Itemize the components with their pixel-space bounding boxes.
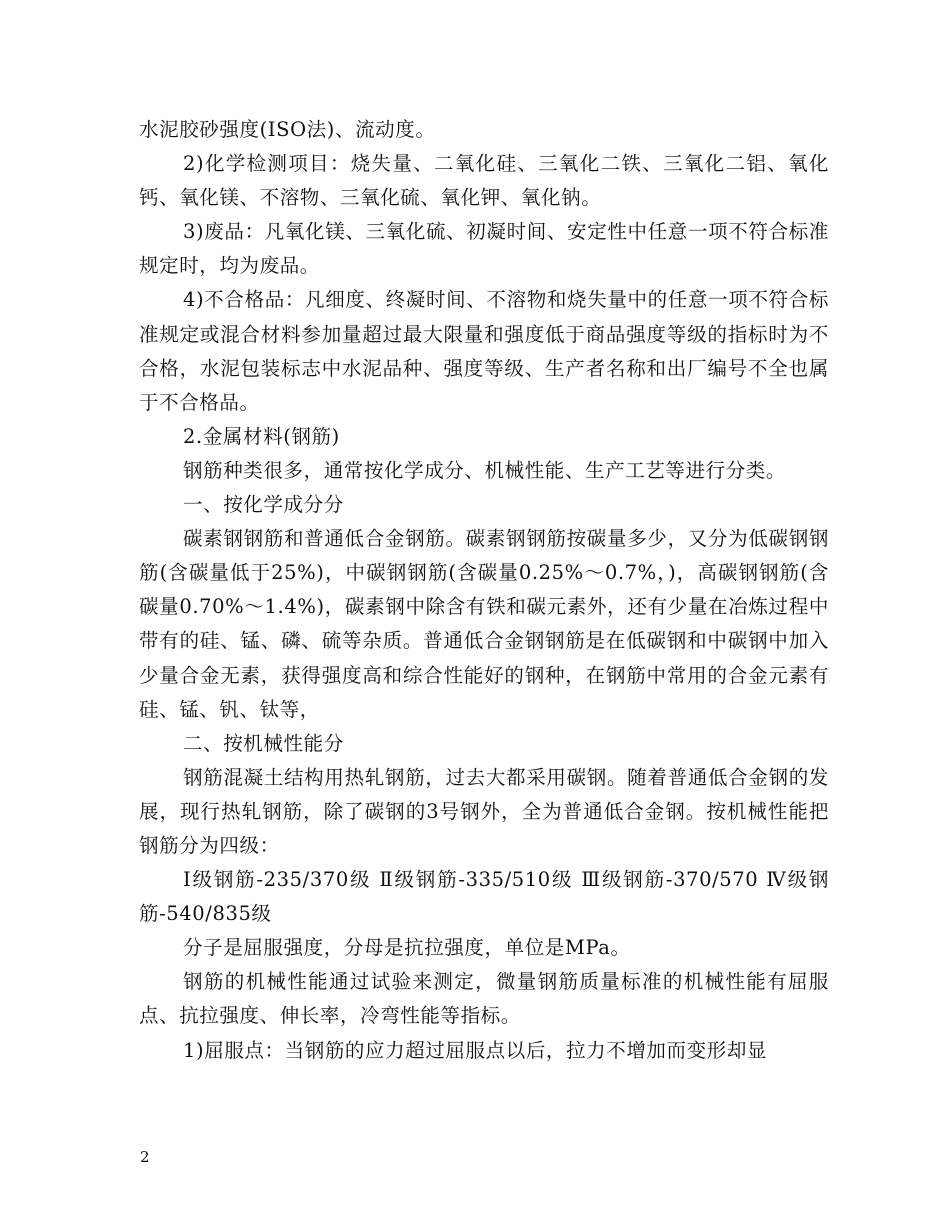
page-number: 2 — [140, 1148, 150, 1166]
paragraph-strength-units: 分子是屈服强度，分母是抗拉强度，单位是MPa。 — [183, 936, 631, 960]
paragraph-waste-products: 3)废品：凡氧化镁、三氧化硫、初凝时间、安定性中任意一项不符合标准规定时，均为废品。 — [139, 220, 829, 278]
paragraph-rebar-classification: 钢筋种类很多，通常按化学成分、机械性能、生产工艺等进行分类。 — [183, 458, 787, 482]
paragraph-mechanical-tests: 钢筋的机械性能通过试验来测定，微量钢筋质量标准的机械性能有屈服点、抗拉强度、伸长率，冷弯性能等指标。 — [139, 970, 829, 1028]
paragraph-carbon-steel: 碳素钢钢筋和普通低合金钢筋。碳素钢钢筋按碳量多少，又分为低碳钢钢筋(含碳量低于25%)，中碳钢钢筋(含碳量0.25%～0.7%，)，高碳钢钢筋(含碳量0.70%～1.4%)，碳素钢中除含有铁和碳元素外，还有少量在冶炼过程中带有的硅、锰、磷、硫等杂质。普通低合金钢钢筋是在低碳钢和中碳钢中加入少量合金无素，获得强度高和综合性能好的钢种，在钢筋中常用的合金元素有硅、锰、钒、钛等， — [139, 527, 829, 721]
paragraph-cement-strength: 水泥胶砂强度(ISO法)、流动度。 — [139, 118, 436, 141]
paragraph-yield-point: 1)屈服点：当钢筋的应力超过屈服点以后，拉力不增加而变形却显 — [183, 1038, 768, 1062]
subheading-mechanical-properties: 二、按机械性能分 — [183, 731, 344, 755]
subheading-chemical-composition: 一、按化学成分分 — [183, 493, 344, 517]
paragraph-rebar-grades: Ⅰ级钢筋-235/370级 Ⅱ级钢筋-335/510级 Ⅲ级钢筋-370/570 Ⅳ级钢筋-540/835级 — [139, 868, 829, 926]
paragraph-chemical-tests: 2)化学检测项目：烧失量、二氧化硅、三氧化二铁、三氧化二铝、氧化钙、氧化镁、不溶物、三氧化硫、氧化钾、氧化钠。 — [139, 152, 829, 210]
body-text — [139, 113, 829, 1068]
section-heading-metal-materials: 2.金属材料(钢筋) — [183, 424, 340, 448]
paragraph-nonconforming-products: 4)不合格品：凡细度、终凝时间、不溶物和烧失量中的任意一项不符合标准规定或混合材料参加量超过最大限量和强度低于商品强度等级的指标时为不合格，水泥包装标志中水泥品种、强度等级、生产者名称和出厂编号不全也属于不合格品。 — [139, 288, 829, 414]
paragraph-hot-rolled-rebar: 钢筋混凝土结构用热轧钢筋，过去大都采用碳钢。随着普通低合金钢的发展，现行热轧钢筋，除了碳钢的3号钢外，全为普通低合金钢。按机械性能把钢筋分为四级： — [139, 765, 829, 857]
